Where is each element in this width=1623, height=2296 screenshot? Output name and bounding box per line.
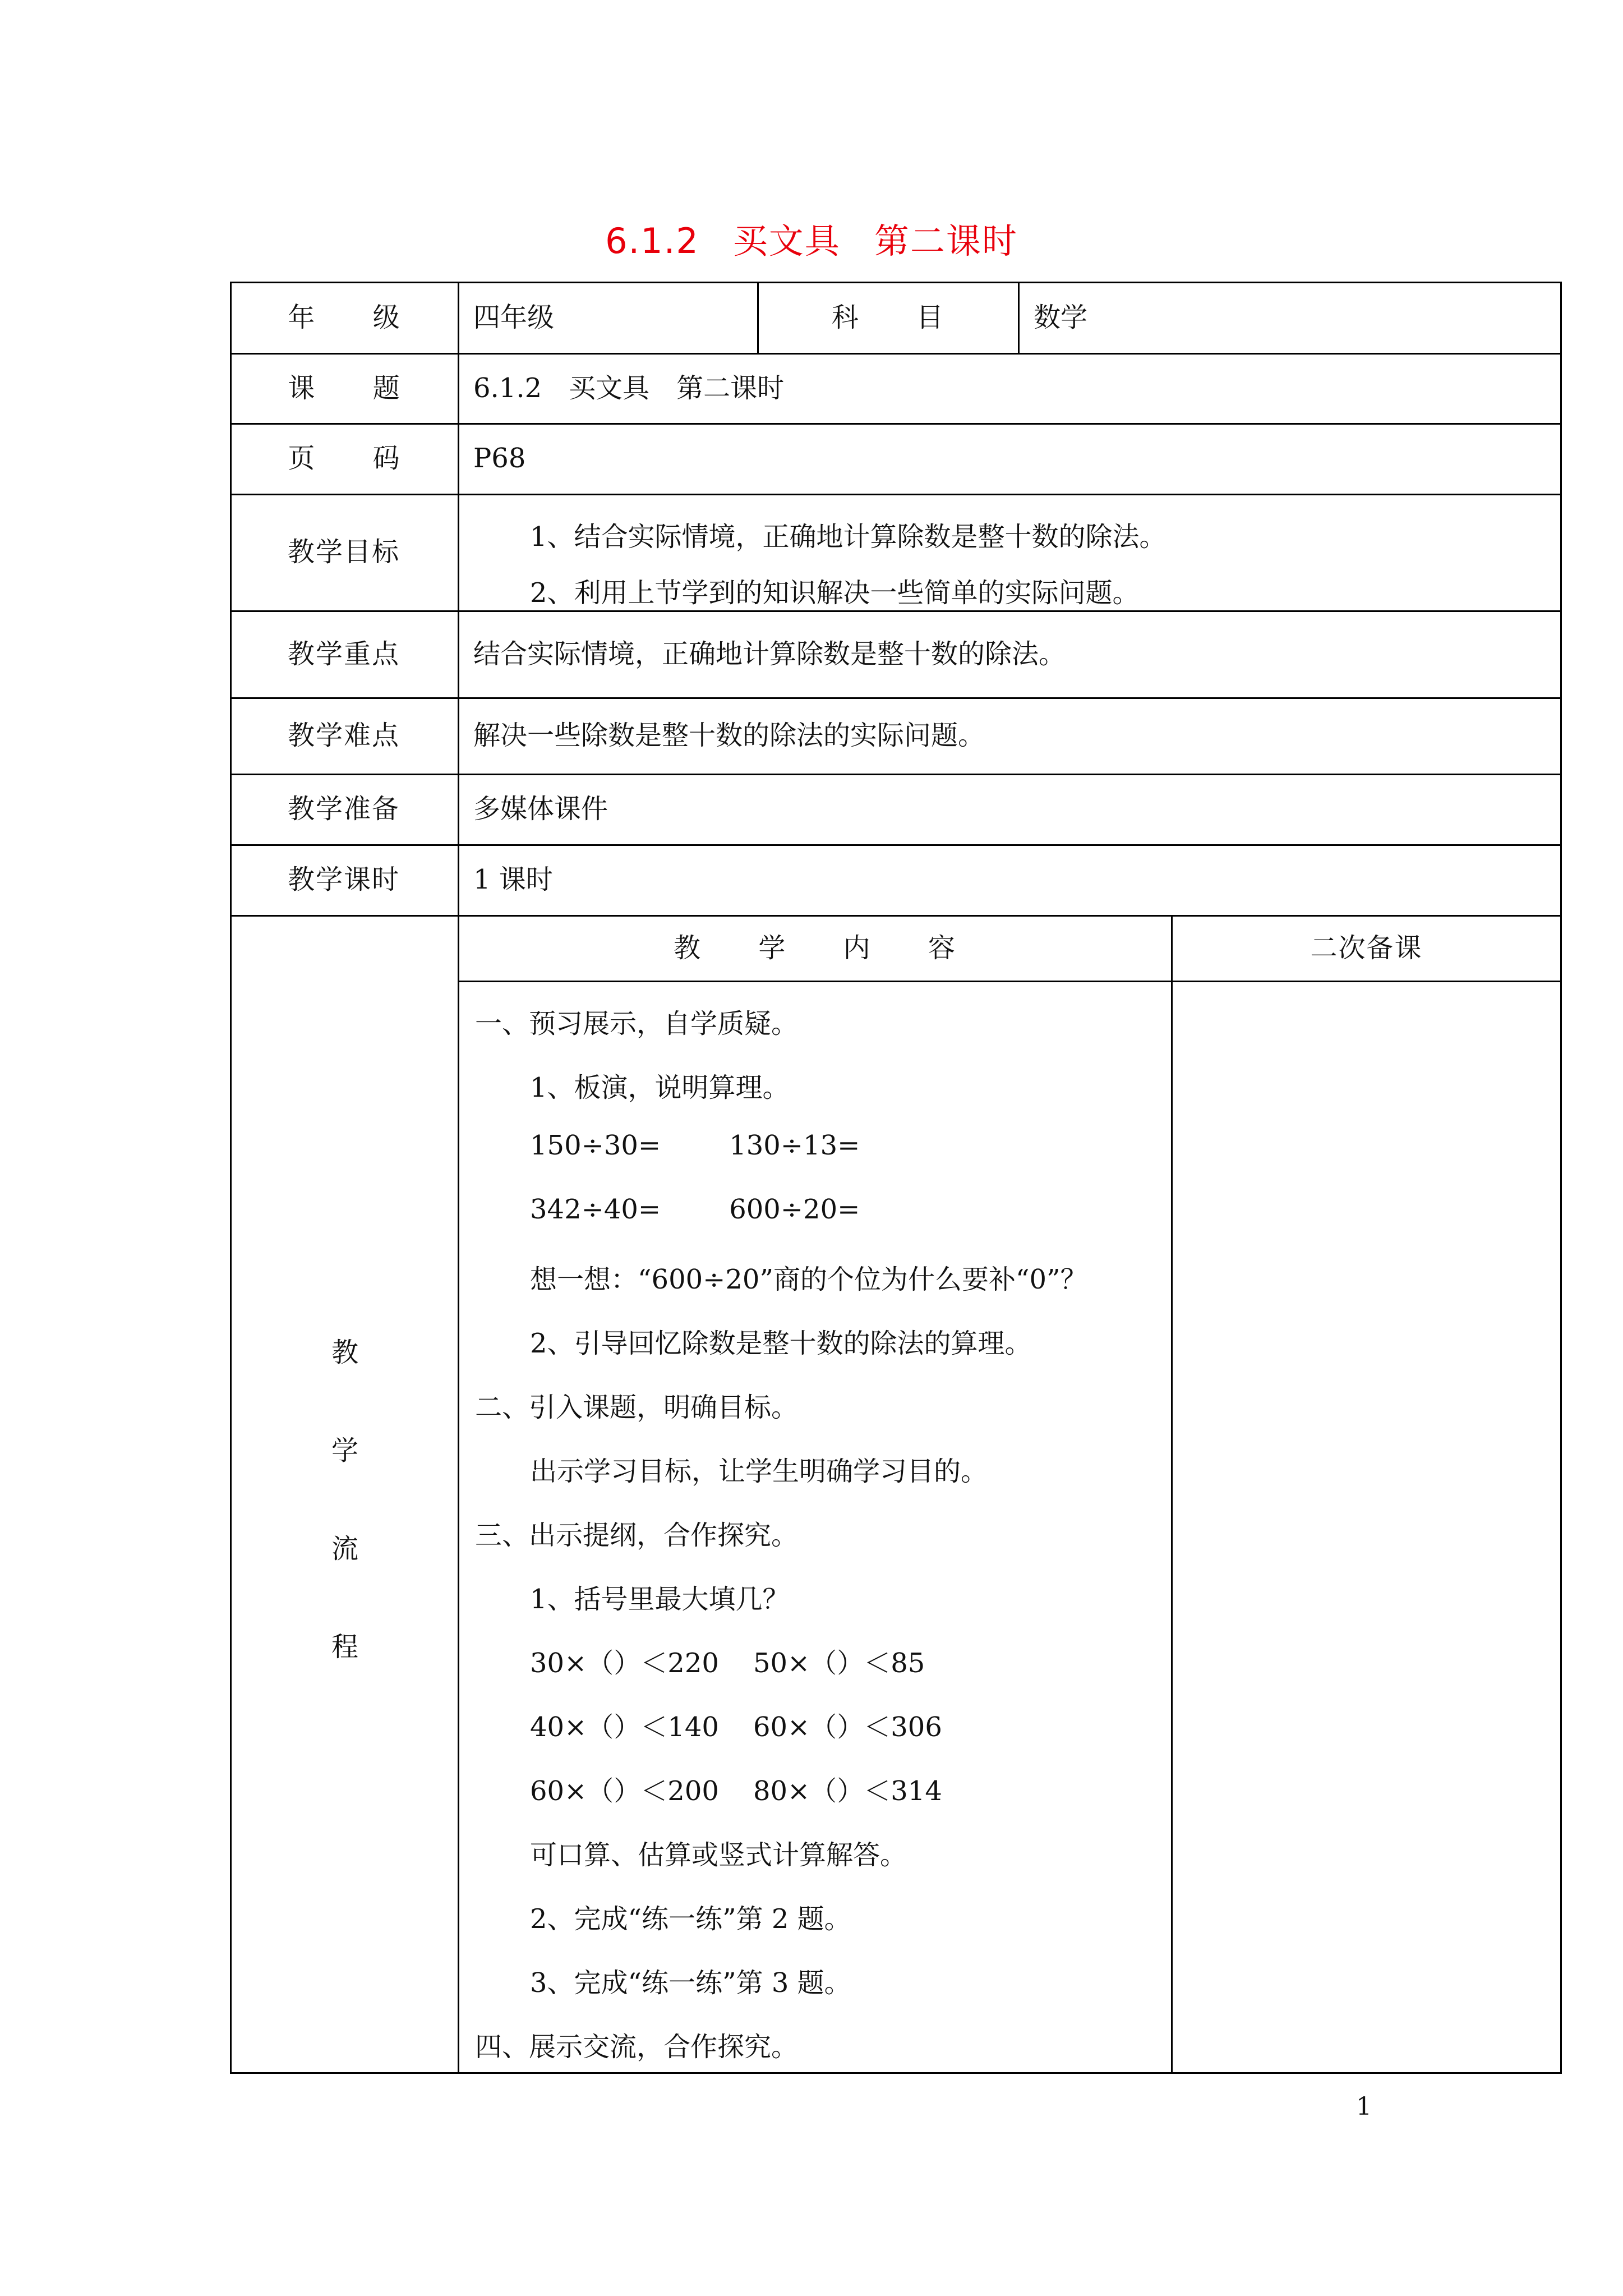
flow-exercise: 60×（）＜200 80×（）＜314 — [530, 1775, 942, 1807]
flow-exercise: 40×（）＜140 60×（）＜306 — [530, 1711, 942, 1743]
flow-exercise: 30×（）＜220 50×（）＜85 — [530, 1648, 925, 1679]
title-lesson: 第二课时 — [874, 220, 1018, 261]
difficulty-value: 解决一些除数是整十数的除法的实际问题。 — [473, 720, 985, 751]
subject-value: 数学 — [1034, 301, 1088, 333]
flow-step: 2、完成“练一练”第 2 题。 — [530, 1903, 851, 1935]
page-label: 页 码 — [288, 443, 425, 474]
flow-label-char: 教 — [331, 1337, 358, 1368]
topic-value: 6.1.2 买文具 第二课时 — [473, 372, 785, 404]
flow-label-char: 学 — [331, 1435, 358, 1466]
flow-question: 想一想：“600÷20”商的个位为什么要补“0”？ — [530, 1264, 1087, 1295]
hours-value: 1 课时 — [473, 864, 553, 895]
topic-label: 课 题 — [288, 372, 425, 404]
flow-step: 出示学习目标，让学生明确学习目的。 — [530, 1456, 988, 1487]
content-header: 教 学 内 容 — [674, 932, 980, 964]
title-number: 6.1.2 — [605, 220, 699, 261]
grade-label: 年 级 — [288, 301, 425, 333]
goals-label: 教学目标 — [287, 536, 400, 568]
flow-section-heading: 四、展示交流，合作探究。 — [475, 2031, 799, 2063]
flow-section-heading: 一、预习展示，自学质疑。 — [475, 1008, 799, 1039]
flow-section-heading: 三、出示提纲，合作探究。 — [475, 1520, 799, 1551]
page-value: P68 — [473, 443, 526, 474]
grade-value: 四年级 — [473, 301, 555, 333]
flow-exercise: 150÷30= 130÷13= — [530, 1130, 860, 1161]
flow-step: 2、引导回忆除数是整十数的除法的算理。 — [530, 1328, 1032, 1359]
flow-label-char: 程 — [331, 1631, 358, 1663]
flow-step: 可口算、估算或竖式计算解答。 — [530, 1839, 907, 1871]
key-points-label: 教学重点 — [287, 638, 400, 670]
flow-step: 1、板演，说明算理。 — [530, 1072, 790, 1103]
flow-section-heading: 二、引入课题，明确目标。 — [475, 1392, 799, 1423]
difficulty-label: 教学难点 — [287, 720, 400, 751]
page-number: 1 — [1356, 2092, 1372, 2121]
notes-header: 二次备课 — [1310, 932, 1423, 964]
title-topic: 买文具 — [732, 220, 841, 261]
goal-item: 1、结合实际情境，正确地计算除数是整十数的除法。 — [530, 521, 1166, 553]
flow-step: 1、括号里最大填几？ — [530, 1584, 790, 1615]
flow-exercise: 342÷40= 600÷20= — [530, 1194, 860, 1225]
preparation-value: 多媒体课件 — [473, 793, 608, 825]
subject-label: 科 目 — [831, 301, 969, 333]
goal-item: 2、利用上节学到的知识解决一些简单的实际问题。 — [530, 577, 1140, 609]
page-title — [0, 213, 1623, 263]
flow-step: 3、完成“练一练”第 3 题。 — [530, 1967, 851, 1999]
hours-label: 教学课时 — [287, 864, 400, 895]
key-points-value: 结合实际情境，正确地计算除数是整十数的除法。 — [473, 638, 1066, 670]
preparation-label: 教学准备 — [287, 793, 400, 825]
flow-label-char: 流 — [331, 1533, 358, 1565]
